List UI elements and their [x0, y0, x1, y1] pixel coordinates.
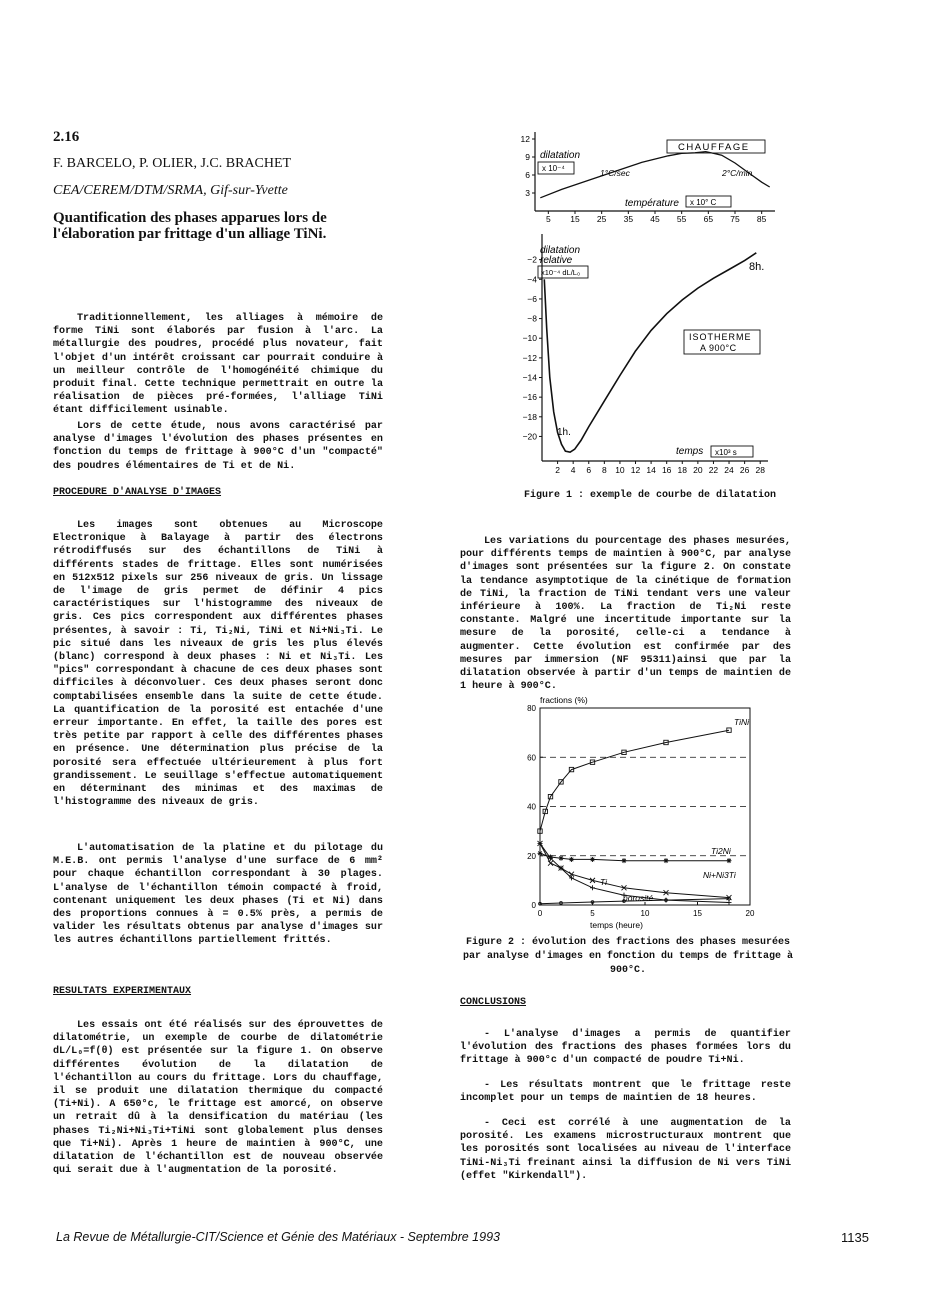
- y-tick-label: −16: [522, 392, 537, 403]
- x-tick-label: 6: [586, 465, 592, 475]
- x-tick-label: 26: [739, 465, 750, 475]
- x-tick-label: 20: [745, 909, 755, 918]
- fig2-xlabel: temps (heure): [590, 920, 643, 930]
- heading-conclusions: CONCLUSIONS: [460, 997, 527, 1008]
- conclusion-1: - L'analyse d'images a permis de quantifier l'évolution des fractions des phases formées lors du frittage à 900°c d'un compacté de poudre Ti+Ni.: [460, 1029, 791, 1067]
- x-ticks: [538, 902, 755, 918]
- y-ticks: [527, 704, 543, 910]
- y-tick-label: 0: [531, 901, 536, 910]
- x-tick-label: 12: [630, 465, 641, 475]
- bottom-xunit-label: x10³ s: [715, 448, 737, 457]
- y-tick-label: −2: [527, 254, 537, 265]
- bottom-unit-label: x10⁻⁴ dL/L₀: [541, 268, 581, 277]
- top-unit-label: x 10⁻⁴: [542, 164, 565, 173]
- y-tick-label: 40: [527, 802, 536, 812]
- x-tick-label: 14: [646, 465, 656, 475]
- series-label: Ti2Ni: [711, 846, 731, 856]
- y-tick-label: 12: [520, 134, 530, 144]
- intro-paragraph-1: Traditionnellement, les alliages à mémoire de forme TiNi sont élaborés par fusion à l'arc. La métallurgie des poudres, procédé plus novateur, fait l'objet d'un intérêt croissant car pourrait conduire à un meilleur contrôle de l'homogénéité chimique du produit final. Cette technique permettrait en outre la réalisation de pièces pré-formées, l'alliage TiNi étant difficilement usinable.: [53, 313, 383, 417]
- y-tick-label: 60: [527, 753, 536, 763]
- x-tick-label: 5: [590, 909, 595, 918]
- bottom-xlabel: temps: [676, 446, 704, 457]
- figure-2-caption-line-2: par analyse d'images en fonction du temps de frittage à: [462, 951, 794, 962]
- footer-journal: La Revue de Métallurgie-CIT/Science et Génie des Matériaux - Septembre 1993: [56, 1230, 500, 1244]
- x-tick-label: 22: [708, 465, 719, 475]
- isotherme-line-2: A 900°C: [700, 343, 737, 353]
- x-tick-label: 20: [693, 465, 703, 475]
- x-tick-label: 28: [755, 465, 765, 475]
- x-tick-label: 15: [693, 909, 702, 918]
- figure-2-caption-line-1: Figure 2 : évolution des fractions des phases mesurées: [465, 937, 791, 948]
- y-tick-label: −12: [522, 352, 537, 363]
- x-tick-label: 85: [756, 214, 767, 224]
- label-1h: 1h.: [557, 427, 571, 438]
- conclusion-3: - Ceci est corrélé à une augmentation de la porosité. Les examens microstructuraux montrent que les porosités sont localisées au niveau de l'interface TiNi-Ni₃Ti freinant ainsi la diffusion de Ni vers TiNi (effet "Kirkendall").: [460, 1118, 791, 1182]
- rate-2: 2°C/min: [722, 168, 753, 178]
- data-point: [664, 858, 669, 863]
- x-ticks: [555, 461, 765, 475]
- x-tick-label: 5: [545, 214, 551, 224]
- x-tick-label: 2: [555, 465, 560, 475]
- figure-2: [500, 692, 790, 932]
- series-label: Ni+Ni3Ti: [703, 870, 736, 880]
- y-tick-label: 80: [527, 704, 536, 713]
- x-tick-label: 10: [640, 909, 650, 918]
- figure-1: [500, 128, 790, 478]
- series-labels: [600, 717, 750, 903]
- figure-1-caption: Figure 1 : exemple de courbe de dilatation: [523, 490, 777, 501]
- affiliation: CEA/CEREM/DTM/SRMA, Gif-sur-Yvette: [53, 183, 288, 198]
- bottom-ylabel-2: relative: [540, 255, 573, 266]
- heading-results: RESULTATS EXPERIMENTAUX: [53, 986, 192, 997]
- x-tick-label: 25: [596, 214, 607, 224]
- conclusion-2: - Les résultats montrent que le frittage reste incomplet pour un temps de maintien de 18 heures.: [460, 1080, 791, 1105]
- y-ticks: [521, 134, 535, 198]
- y-tick-label: −4: [527, 274, 537, 285]
- figure-2-caption-line-3: 900°C.: [609, 965, 646, 976]
- heading-procedure: PROCEDURE D'ANALYSE D'IMAGES: [53, 487, 222, 498]
- isotherme-line-1: ISOTHERME: [689, 332, 752, 342]
- fig2-ylabel: fractions (%): [540, 695, 588, 705]
- data-point: [548, 861, 553, 866]
- results-paragraph-1: Les essais ont été réalisés sur des éprouvettes de dilatométrie, un exemple de courbe de dilatométrie dL/L₀=f(θ) est présentée sur la figure 1. On observe différentes évolution de la dilatation de l'échantillon au cours du frittage. Lors du chauffage, il se produit une dilatation thermique du compacté (Ti+Ni). A 650°c, le frittage est amorcé, on observe un retrait dû à la densification du matériau (les phases Ti₂Ni+Ni₃Ti+TiNi sont globalement plus denses que Ti+Ni). Après 1 heure de maintien à 900°C, une dilatation de l'échantillon est de nouveau observée qui serait due à l'augmentation de la porosité.: [53, 1020, 383, 1177]
- top-xunit-label: x 10° C: [690, 198, 717, 207]
- bottom-ylabel-1: dilatation: [540, 245, 581, 256]
- data-point: [728, 897, 731, 900]
- series-label: TiNi: [734, 717, 750, 727]
- page-number: 1135: [841, 1230, 869, 1245]
- x-tick-label: 10: [615, 465, 625, 475]
- y-tick-label: 9: [525, 152, 530, 162]
- y-tick-label: 3: [525, 188, 530, 198]
- top-xlabel: température: [625, 198, 679, 209]
- data-point: [590, 885, 595, 890]
- procedure-paragraph-1: Les images sont obtenues au Microscope Electronique à Balayage à partir des électrons rétrodiffusés sur des échantillons de TiNi à différents stades de frittage. Elles sont numérisées en 512x512 pixels sur 256 niveaux de gris. Un lissage de l'image de gris permet de définir 4 pics caractéristiques sur l'histogramme des niveaux de gris. Ces pics correspondent aux différentes phases présentes, à savoir : Ti, Ti₂Ni, TiNi et Ni+Ni₃Ti. Le pic situé dans les niveaux de gris les plus élevés (blanc) correspond à deux phases : Ni et Ni₃Ti. Les "pics" correspondant à chacune de ces deux phases sont difficiles à déconvoluer. Ces deux phases seront donc comptabilisées ensemble dans la suite de cette étude. La quantification de la porosité est entachée d'une erreur importante. En effet, la taille des pores est très petite par rapport à celle des différentes phases en présence. Une détermination plus précise de la porosité sera effectuée ultérieurement à plus fort grandissement. Le seuillage s'effectue automatiquement en déterminant des minimas et des maximas de l'histogramme des niveaux de gris.: [53, 520, 383, 809]
- series-line: [540, 843, 729, 897]
- data-point: [559, 856, 564, 861]
- y-tick-label: 6: [525, 170, 530, 180]
- x-tick-label: 4: [570, 465, 576, 475]
- x-tick-label: 35: [623, 214, 634, 224]
- y-tick-label: −20: [522, 431, 537, 442]
- paper-title: Quantification des phases apparues lors de l'élaboration par frittage d'un alliage TiNi.: [53, 210, 327, 242]
- section-number: 2.16: [53, 129, 80, 145]
- data-point: [538, 851, 543, 856]
- data-point: [727, 858, 732, 863]
- series-label: Ti: [600, 877, 608, 887]
- y-tick-label: −14: [522, 372, 537, 383]
- variations-paragraph: Les variations du pourcentage des phases mesurées, pour différents temps de maintien à 900°C, par analyse d'images sont présentées sur la figure 2. On constate la tendance asymptotique de la cinétique de formation de TiNi, la fraction de TiNi tendant vers une valeur inférieure à 100%. La fraction de Ti₂Ni reste constante. Malgré une incertitude importante sur la mesure de la porosité, celle-ci a tendance à augmenter. Cette évolution est confirmée par des mesures par immersion (NF 95311)ainsi que par la dilatation observée à partir d'un temps de maintien de 1 heure à 900°C.: [460, 536, 791, 693]
- x-tick-label: 8: [601, 465, 607, 475]
- data-point: [727, 900, 732, 905]
- figure-2-caption: [460, 936, 796, 978]
- data-point: [569, 857, 574, 862]
- y-tick-label: −18: [522, 411, 537, 422]
- x-tick-label: 65: [703, 214, 714, 224]
- y-ticks: [523, 255, 542, 442]
- data-point: [622, 858, 627, 863]
- x-tick-label: 24: [724, 465, 734, 475]
- rate-1: 1°C/sec: [600, 168, 630, 178]
- series-line: [540, 853, 729, 860]
- x-tick-label: 75: [730, 214, 740, 224]
- y-tick-label: −6: [527, 293, 537, 304]
- top-ylabel: dilatation: [540, 150, 581, 161]
- y-tick-label: −10: [522, 333, 537, 344]
- label-8h: 8h.: [749, 261, 765, 273]
- series-label: porosité: [623, 893, 654, 903]
- procedure-paragraph-2: L'automatisation de la platine et du pilotage du M.E.B. ont permis l'analyse d'une surface de 6 mm² pour chaque échantillon correspondant à 30 plages. L'analyse de l'échantillon témoin compacté à froid, contenant uniquement les deux phases (Ti et Ni) dans des proportions connues à = 0.5% près, a permis de valider les résultats obtenus par analyse d'images sur les autres échantillons partiellement frittés.: [53, 843, 383, 947]
- figure-1-isotherm-chart: [523, 234, 768, 475]
- x-tick-label: 55: [676, 214, 687, 224]
- y-tick-label: 20: [527, 851, 536, 861]
- chauffage-label: CHAUFFAGE: [678, 142, 750, 153]
- x-tick-label: 45: [650, 214, 660, 224]
- x-tick-label: 16: [661, 465, 672, 475]
- figure-1-heating-chart: [521, 132, 775, 224]
- x-tick-label: 18: [677, 465, 688, 475]
- x-tick-label: 0: [537, 909, 543, 918]
- y-tick-label: −8: [527, 313, 537, 324]
- authors: F. BARCELO, P. OLIER, J.C. BRACHET: [53, 156, 292, 171]
- data-point: [590, 857, 595, 862]
- series-line: [540, 730, 729, 831]
- intro-paragraph-2: Lors de cette étude, nous avons caractérisé par analyse d'images l'évolution des phases présentes en fonction du temps de frittage à 900°C d'un "compacté" des poudres élémentaires de Ti et de Ni.: [53, 421, 383, 472]
- x-tick-label: 15: [570, 214, 580, 224]
- x-ticks: [546, 211, 767, 224]
